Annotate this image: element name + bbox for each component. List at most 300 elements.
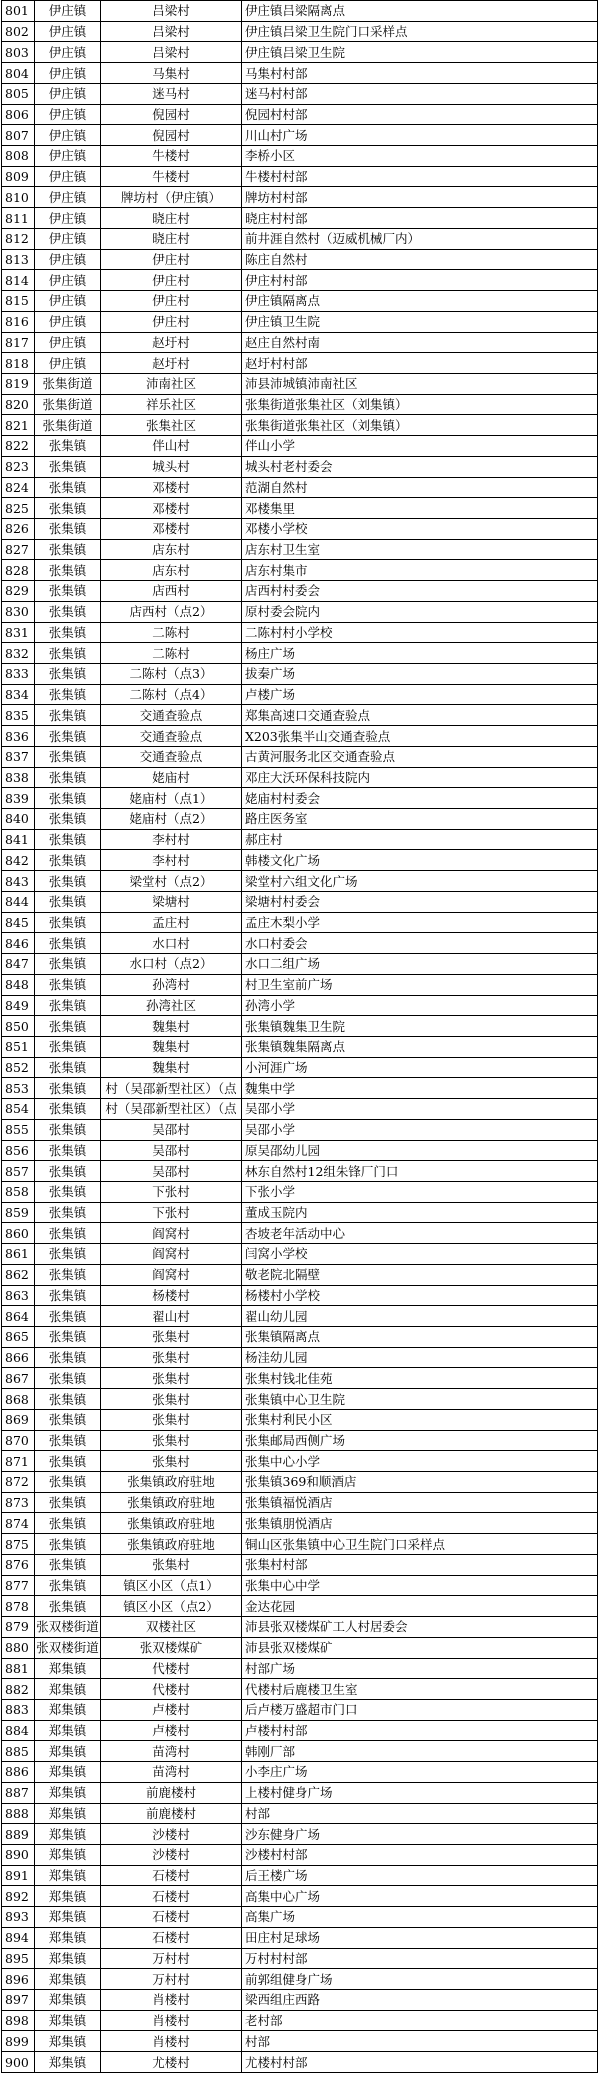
row-number-cell: 898 — [2, 2010, 35, 2031]
row-number-cell: 827 — [2, 539, 35, 560]
town-cell: 张集镇 — [35, 1202, 101, 1223]
town-cell: 张集镇 — [35, 1306, 101, 1327]
site-location-cell: 李桥小区 — [242, 146, 598, 167]
town-cell: 张集镇 — [35, 1181, 101, 1202]
table-row — [2, 1036, 598, 1057]
village-cell: 伊庄村 — [101, 311, 242, 332]
town-cell: 张集镇 — [35, 560, 101, 581]
row-number-cell: 883 — [2, 1699, 35, 1720]
village-cell: 肖楼村 — [101, 2010, 242, 2031]
table-row — [2, 1492, 598, 1513]
town-cell: 张集镇 — [35, 1057, 101, 1078]
village-cell: 张集村 — [101, 1554, 242, 1575]
town-cell: 郑集镇 — [35, 2052, 101, 2073]
table-row — [2, 1782, 598, 1803]
row-number-cell: 862 — [2, 1264, 35, 1285]
village-cell: 村（吴邵新型社区）（点 — [101, 1078, 242, 1099]
town-cell: 张集镇 — [35, 954, 101, 975]
table-row — [2, 477, 598, 498]
table-row — [2, 63, 598, 84]
table-row — [2, 1803, 598, 1824]
village-cell: 沛南社区 — [101, 373, 242, 394]
table-row — [2, 933, 598, 954]
village-cell: 石楼村 — [101, 1927, 242, 1948]
village-cell: 吕梁村 — [101, 21, 242, 42]
table-row — [2, 891, 598, 912]
site-location-cell: 沙东健身广场 — [242, 1824, 598, 1845]
table-row — [2, 1202, 598, 1223]
town-cell: 张集镇 — [35, 1534, 101, 1555]
row-number-cell: 896 — [2, 1969, 35, 1990]
table-row — [2, 166, 598, 187]
row-number-cell: 811 — [2, 208, 35, 229]
town-cell: 张集镇 — [35, 1016, 101, 1037]
site-location-cell: 梁塘村村委会 — [242, 891, 598, 912]
table-row — [2, 394, 598, 415]
site-location-cell: 路庄医务室 — [242, 809, 598, 830]
table-row — [2, 1181, 598, 1202]
village-cell: 魏集村 — [101, 1036, 242, 1057]
town-cell: 伊庄镇 — [35, 166, 101, 187]
town-cell: 伊庄镇 — [35, 146, 101, 167]
village-cell: 吕梁村 — [101, 1, 242, 22]
table-row — [2, 1119, 598, 1140]
village-cell: 牌坊村（伊庄镇） — [101, 187, 242, 208]
site-location-cell: 林东自然村12组朱锋厂门口 — [242, 1161, 598, 1182]
town-cell: 张集镇 — [35, 1161, 101, 1182]
table-row — [2, 1637, 598, 1658]
table-row — [2, 664, 598, 685]
table-row — [2, 1741, 598, 1762]
town-cell: 张集街道 — [35, 373, 101, 394]
town-cell: 郑集镇 — [35, 1844, 101, 1865]
table-row — [2, 1617, 598, 1638]
table-row — [2, 1264, 598, 1285]
site-location-cell: 张集街道张集社区（刘集镇） — [242, 394, 598, 415]
town-cell: 张集镇 — [35, 788, 101, 809]
row-number-cell: 881 — [2, 1658, 35, 1679]
table-row — [2, 146, 598, 167]
site-location-cell: 村卫生室前广场 — [242, 974, 598, 995]
row-number-cell: 816 — [2, 311, 35, 332]
row-number-cell: 833 — [2, 664, 35, 685]
village-cell: 吴邵村 — [101, 1119, 242, 1140]
site-location-cell: 迷马村村部 — [242, 83, 598, 104]
row-number-cell: 820 — [2, 394, 35, 415]
site-location-cell: 后王楼广场 — [242, 1865, 598, 1886]
row-number-cell: 892 — [2, 1886, 35, 1907]
village-cell: 牛楼村 — [101, 166, 242, 187]
town-cell: 张集镇 — [35, 1492, 101, 1513]
row-number-cell: 857 — [2, 1161, 35, 1182]
site-location-cell: 牛楼村村部 — [242, 166, 598, 187]
row-number-cell: 888 — [2, 1803, 35, 1824]
row-number-cell: 884 — [2, 1720, 35, 1741]
site-location-cell: 张集镇369和顺酒店 — [242, 1472, 598, 1493]
row-number-cell: 815 — [2, 291, 35, 312]
town-cell: 伊庄镇 — [35, 63, 101, 84]
site-location-cell: 原村委会院内 — [242, 601, 598, 622]
row-number-cell: 871 — [2, 1451, 35, 1472]
village-cell: 镇区小区（点2） — [101, 1596, 242, 1617]
village-cell: 村（吴邵新型社区）（点 — [101, 1099, 242, 1120]
village-cell: 祥乐社区 — [101, 394, 242, 415]
row-number-cell: 817 — [2, 332, 35, 353]
row-number-cell: 864 — [2, 1306, 35, 1327]
row-number-cell: 873 — [2, 1492, 35, 1513]
site-location-cell: 高集中心广场 — [242, 1886, 598, 1907]
table-row — [2, 1720, 598, 1741]
site-location-cell: 高集广场 — [242, 1907, 598, 1928]
site-location-cell: 邓庄大沃环保科技院内 — [242, 767, 598, 788]
site-location-cell: 范湖自然村 — [242, 477, 598, 498]
site-location-cell: 伊庄镇卫生院 — [242, 311, 598, 332]
row-number-cell: 838 — [2, 767, 35, 788]
site-location-cell: 小李庄广场 — [242, 1762, 598, 1783]
village-cell: 张集村 — [101, 1451, 242, 1472]
site-location-cell: 古黄河服务北区交通查验点 — [242, 746, 598, 767]
village-cell: 马集村 — [101, 63, 242, 84]
row-number-cell: 867 — [2, 1368, 35, 1389]
site-location-cell: 村部 — [242, 2031, 598, 2052]
town-cell: 张集镇 — [35, 850, 101, 871]
town-cell: 张集镇 — [35, 829, 101, 850]
village-cell: 倪园村 — [101, 125, 242, 146]
table-row — [2, 415, 598, 436]
site-location-cell: 马集村村部 — [242, 63, 598, 84]
site-location-cell: 翟山幼儿园 — [242, 1306, 598, 1327]
site-location-cell: 张集邮局西侧广场 — [242, 1430, 598, 1451]
town-cell: 伊庄镇 — [35, 125, 101, 146]
table-row — [2, 373, 598, 394]
village-cell: 城头村 — [101, 456, 242, 477]
table-row — [2, 1327, 598, 1348]
town-cell: 伊庄镇 — [35, 83, 101, 104]
town-cell: 张集镇 — [35, 643, 101, 664]
site-location-cell: 沛县张双楼煤矿 — [242, 1637, 598, 1658]
table-row — [2, 291, 598, 312]
table-row — [2, 1306, 598, 1327]
table-row — [2, 1596, 598, 1617]
village-cell: 张集村 — [101, 1389, 242, 1410]
row-number-cell: 843 — [2, 871, 35, 892]
village-cell: 吴邵村 — [101, 1161, 242, 1182]
village-cell: 翟山村 — [101, 1306, 242, 1327]
row-number-cell: 872 — [2, 1472, 35, 1493]
town-cell: 张集镇 — [35, 1264, 101, 1285]
town-cell: 张集镇 — [35, 1389, 101, 1410]
row-number-cell: 866 — [2, 1347, 35, 1368]
site-location-cell: 村部广场 — [242, 1658, 598, 1679]
row-number-cell: 837 — [2, 746, 35, 767]
table-row — [2, 974, 598, 995]
table-row — [2, 1223, 598, 1244]
village-cell: 交通查验点 — [101, 705, 242, 726]
row-number-cell: 805 — [2, 83, 35, 104]
village-cell: 伊庄村 — [101, 291, 242, 312]
table-row — [2, 1886, 598, 1907]
site-location-cell: 孟庄木梨小学 — [242, 912, 598, 933]
site-location-cell: 伴山小学 — [242, 436, 598, 457]
row-number-cell: 895 — [2, 1948, 35, 1969]
village-cell: 邓楼村 — [101, 498, 242, 519]
table-row — [2, 912, 598, 933]
table-row — [2, 1824, 598, 1845]
row-number-cell: 858 — [2, 1181, 35, 1202]
site-location-cell: 万村村村部 — [242, 1948, 598, 1969]
site-location-cell: 水口二组广场 — [242, 954, 598, 975]
table-row — [2, 622, 598, 643]
village-cell: 二陈村 — [101, 622, 242, 643]
row-number-cell: 828 — [2, 560, 35, 581]
table-row — [2, 1679, 598, 1700]
village-cell: 店东村 — [101, 539, 242, 560]
site-location-cell: 郝庄村 — [242, 829, 598, 850]
site-location-cell: 伊庄镇隔离点 — [242, 291, 598, 312]
site-location-cell: 杨庄广场 — [242, 643, 598, 664]
row-number-cell: 847 — [2, 954, 35, 975]
table-row — [2, 270, 598, 291]
table-row — [2, 1285, 598, 1306]
site-location-cell: 张集村钱北佳苑 — [242, 1368, 598, 1389]
site-location-cell: 上楼村健身广场 — [242, 1782, 598, 1803]
row-number-cell: 865 — [2, 1327, 35, 1348]
town-cell: 张集镇 — [35, 1078, 101, 1099]
row-number-cell: 813 — [2, 249, 35, 270]
site-location-cell: 张集村村部 — [242, 1554, 598, 1575]
table-row — [2, 581, 598, 602]
village-cell: 孙湾社区 — [101, 995, 242, 1016]
village-cell: 水口村 — [101, 933, 242, 954]
table-row — [2, 42, 598, 63]
town-cell: 伊庄镇 — [35, 332, 101, 353]
village-cell: 伴山村 — [101, 436, 242, 457]
row-number-cell: 840 — [2, 809, 35, 830]
table-row — [2, 560, 598, 581]
village-cell: 前鹿楼村 — [101, 1803, 242, 1824]
row-number-cell: 831 — [2, 622, 35, 643]
village-cell: 伊庄村 — [101, 270, 242, 291]
table-row — [2, 1948, 598, 1969]
town-cell: 张集镇 — [35, 995, 101, 1016]
row-number-cell: 818 — [2, 353, 35, 374]
table-row — [2, 643, 598, 664]
row-number-cell: 855 — [2, 1119, 35, 1140]
site-location-cell: 城头村老村委会 — [242, 456, 598, 477]
table-row — [2, 2031, 598, 2052]
site-location-cell: 魏集中学 — [242, 1078, 598, 1099]
village-cell: 石楼村 — [101, 1865, 242, 1886]
town-cell: 伊庄镇 — [35, 311, 101, 332]
table-row — [2, 1969, 598, 1990]
table-row — [2, 332, 598, 353]
site-location-cell: 倪园村村部 — [242, 104, 598, 125]
town-cell: 张集镇 — [35, 933, 101, 954]
village-cell: 阎窝村 — [101, 1223, 242, 1244]
village-cell: 姥庙村（点2） — [101, 809, 242, 830]
village-cell: 沙楼村 — [101, 1844, 242, 1865]
table-row — [2, 871, 598, 892]
village-cell: 苗湾村 — [101, 1762, 242, 1783]
table-row — [2, 83, 598, 104]
table-row — [2, 1409, 598, 1430]
table-row — [2, 187, 598, 208]
row-number-cell: 810 — [2, 187, 35, 208]
row-number-cell: 812 — [2, 228, 35, 249]
table-row — [2, 1347, 598, 1368]
village-cell: 石楼村 — [101, 1907, 242, 1928]
row-number-cell: 842 — [2, 850, 35, 871]
row-number-cell: 839 — [2, 788, 35, 809]
village-cell: 魏集村 — [101, 1057, 242, 1078]
table-row — [2, 1389, 598, 1410]
site-location-cell: 张集中心中学 — [242, 1575, 598, 1596]
table-row — [2, 954, 598, 975]
site-location-cell: 张集中心小学 — [242, 1451, 598, 1472]
town-cell: 张集镇 — [35, 684, 101, 705]
site-location-cell: 张集街道张集社区（刘集镇） — [242, 415, 598, 436]
site-location-cell: 晓庄村村部 — [242, 208, 598, 229]
village-cell: 二陈村 — [101, 643, 242, 664]
town-cell: 伊庄镇 — [35, 291, 101, 312]
row-number-cell: 874 — [2, 1513, 35, 1534]
site-location-cell: 杨楼村小学校 — [242, 1285, 598, 1306]
village-cell: 下张村 — [101, 1181, 242, 1202]
row-number-cell: 830 — [2, 601, 35, 622]
town-cell: 伊庄镇 — [35, 270, 101, 291]
table-row — [2, 1161, 598, 1182]
row-number-cell: 870 — [2, 1430, 35, 1451]
table-row — [2, 2010, 598, 2031]
site-location-cell: 金达花园 — [242, 1596, 598, 1617]
row-number-cell: 897 — [2, 1990, 35, 2011]
row-number-cell: 882 — [2, 1679, 35, 1700]
village-cell: 镇区小区（点1） — [101, 1575, 242, 1596]
village-cell: 代楼村 — [101, 1679, 242, 1700]
village-cell: 二陈村（点4） — [101, 684, 242, 705]
table-row — [2, 249, 598, 270]
row-number-cell: 880 — [2, 1637, 35, 1658]
table-row — [2, 1762, 598, 1783]
village-cell: 张集镇政府驻地 — [101, 1472, 242, 1493]
site-location-cell: 郑集高速口交通查验点 — [242, 705, 598, 726]
table-row — [2, 498, 598, 519]
site-location-cell: 杏坡老年活动中心 — [242, 1223, 598, 1244]
village-cell: 店西村 — [101, 581, 242, 602]
row-number-cell: 826 — [2, 518, 35, 539]
village-cell: 赵圩村 — [101, 353, 242, 374]
site-location-cell: 梁堂村六组文化广场 — [242, 871, 598, 892]
village-cell: 沙楼村 — [101, 1824, 242, 1845]
table-row — [2, 829, 598, 850]
site-location-cell: 伊庄镇吕梁隔离点 — [242, 1, 598, 22]
town-cell: 张集镇 — [35, 518, 101, 539]
row-number-cell: 869 — [2, 1409, 35, 1430]
town-cell: 郑集镇 — [35, 2031, 101, 2052]
town-cell: 张集镇 — [35, 1409, 101, 1430]
village-cell: 阎窝村 — [101, 1244, 242, 1265]
table-row — [2, 1140, 598, 1161]
village-cell: 张集村 — [101, 1327, 242, 1348]
town-cell: 张集镇 — [35, 871, 101, 892]
row-number-cell: 806 — [2, 104, 35, 125]
town-cell: 郑集镇 — [35, 1699, 101, 1720]
row-number-cell: 853 — [2, 1078, 35, 1099]
town-cell: 张集镇 — [35, 601, 101, 622]
table-row — [2, 518, 598, 539]
table-row — [2, 353, 598, 374]
town-cell: 张集镇 — [35, 1285, 101, 1306]
table-row — [2, 1368, 598, 1389]
site-location-cell: 拔秦广场 — [242, 664, 598, 685]
village-cell: 万村村 — [101, 1948, 242, 1969]
table-row — [2, 1057, 598, 1078]
village-cell: 前鹿楼村 — [101, 1782, 242, 1803]
table-row — [2, 1099, 598, 1120]
town-cell: 张集镇 — [35, 1451, 101, 1472]
row-number-cell: 836 — [2, 726, 35, 747]
village-cell: 代楼村 — [101, 1658, 242, 1679]
table-row — [2, 21, 598, 42]
row-number-cell: 823 — [2, 456, 35, 477]
table-row — [2, 1016, 598, 1037]
village-cell: 姥庙村（点1） — [101, 788, 242, 809]
site-location-cell: 伊庄镇吕梁卫生院 — [242, 42, 598, 63]
town-cell: 郑集镇 — [35, 1948, 101, 1969]
row-number-cell: 803 — [2, 42, 35, 63]
site-location-cell: 吴邵小学 — [242, 1099, 598, 1120]
town-cell: 张集镇 — [35, 1554, 101, 1575]
table-row — [2, 2052, 598, 2073]
town-cell: 张集镇 — [35, 456, 101, 477]
site-location-cell: 伊庄镇吕梁卫生院门口采样点 — [242, 21, 598, 42]
site-location-cell: 前郭组健身广场 — [242, 1969, 598, 1990]
site-location-cell: 敬老院北隔壁 — [242, 1264, 598, 1285]
town-cell: 张集镇 — [35, 622, 101, 643]
village-cell: 交通查验点 — [101, 726, 242, 747]
town-cell: 伊庄镇 — [35, 42, 101, 63]
table-row — [2, 1534, 598, 1555]
site-location-cell: 张集镇魏集隔离点 — [242, 1036, 598, 1057]
row-number-cell: 854 — [2, 1099, 35, 1120]
row-number-cell: 886 — [2, 1762, 35, 1783]
table-row — [2, 1658, 598, 1679]
village-cell: 张集社区 — [101, 415, 242, 436]
row-number-cell: 801 — [2, 1, 35, 22]
site-location-cell: 店东村卫生室 — [242, 539, 598, 560]
table-row — [2, 601, 598, 622]
table-row — [2, 705, 598, 726]
row-number-cell: 829 — [2, 581, 35, 602]
village-cell: 张集镇政府驻地 — [101, 1513, 242, 1534]
table-row — [2, 1865, 598, 1886]
site-location-cell: 原吴邵幼儿园 — [242, 1140, 598, 1161]
town-cell: 郑集镇 — [35, 1679, 101, 1700]
row-number-cell: 889 — [2, 1824, 35, 1845]
site-location-cell: 前井涯自然村（迈威机械厂内） — [242, 228, 598, 249]
village-cell: 交通查验点 — [101, 746, 242, 767]
town-cell: 张集镇 — [35, 1513, 101, 1534]
village-cell: 二陈村（点3） — [101, 664, 242, 685]
row-number-cell: 894 — [2, 1927, 35, 1948]
row-number-cell: 851 — [2, 1036, 35, 1057]
village-cell: 万村村 — [101, 1969, 242, 1990]
site-location-cell: 邓楼集里 — [242, 498, 598, 519]
town-cell: 张集镇 — [35, 746, 101, 767]
village-cell: 阎窝村 — [101, 1264, 242, 1285]
row-number-cell: 852 — [2, 1057, 35, 1078]
site-location-cell: 老村部 — [242, 2010, 598, 2031]
